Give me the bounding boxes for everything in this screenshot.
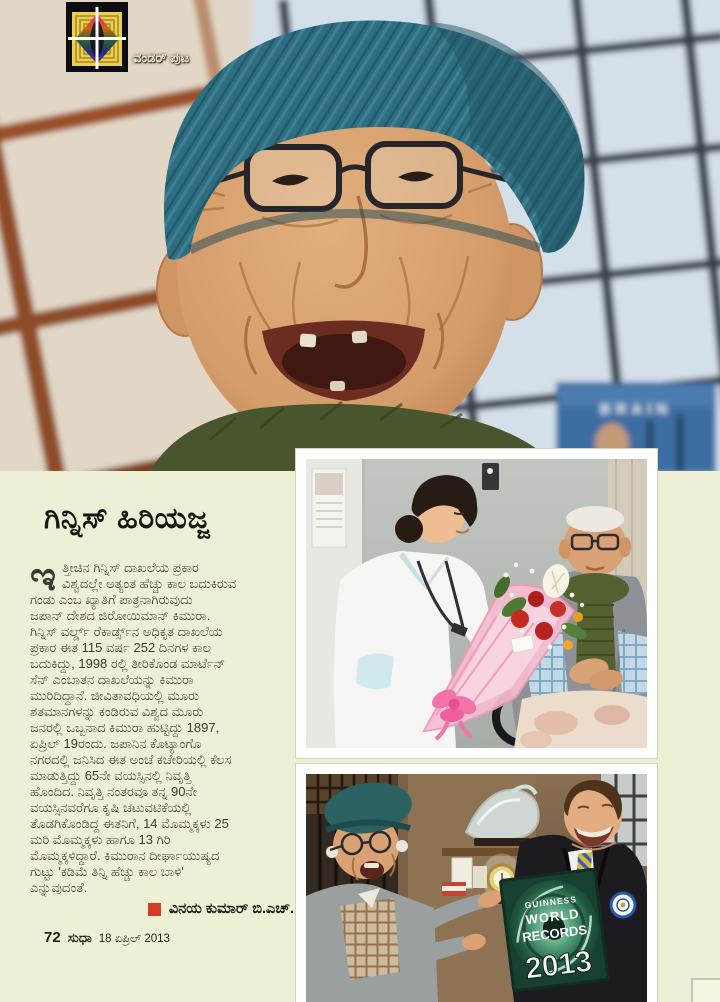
logo-label: ವಂಡರ್ ಪುಟ	[133, 50, 190, 65]
middle-photo-bouquet	[296, 449, 657, 758]
article-headline: ಗಿನ್ನಿಸ್ ಹಿರಿಯಜ್ಜ	[44, 502, 210, 535]
drop-cap: ಇ	[30, 555, 56, 599]
logo-emblem	[66, 2, 128, 72]
body-line: ಬದುಕಿದ್ದು, 1998 ರಲ್ಲಿ ತೀರಿಕೊಂಡ ಮಾರ್ಟೆನ್	[30, 656, 226, 671]
body-line: ಗಿನ್ನಿಸ್ ವರ್ಲ್ಡ್ ರೆಕಾರ್ಡ್ಸ್‌ನ ಅಧಿಕೃತ ದಾಖಲೆಯ	[30, 624, 223, 639]
magazine-logo	[66, 2, 128, 72]
byline-bullet-icon	[148, 903, 161, 916]
body-line: ವಿಶ್ವದಲ್ಲೇ ಅತ್ಯಂತ ಹೆಚ್ಚು ಕಾಲ ಬದುಕಿರುವ	[62, 576, 237, 591]
body-line: ವಯಸ್ಸಿನವರೆಗೂ ಕೃಷಿ ಚಟುವಟಿಕೆಯಲ್ಲಿ	[30, 800, 192, 815]
book-year: 2013	[523, 944, 594, 986]
issue-date: 18 ಏಪ್ರಿಲ್ 2013	[98, 933, 170, 945]
body-line: ಮುರಿದಿದ್ದಾನೆ. ಜೀವಿತಾವಧಿಯಲ್ಲಿ ಮೂರು	[30, 688, 200, 703]
wall-calendar	[312, 469, 346, 547]
intercom	[482, 463, 499, 490]
page-footer	[44, 929, 170, 946]
body-line: ಮರಿ ಮೊಮ್ಮಕ್ಕಳು ಹಾಗೂ 13 ಗಿರಿ	[30, 832, 171, 847]
book-title-records: RECORDS	[521, 922, 588, 945]
body-line: ಏಪ್ರಿಲ್ 19ರಂದು. ಜಪಾನಿನ ಕೊಟ್ಯಾಂಗೊ	[30, 736, 202, 751]
book-title-guinness: GUINNESS	[524, 894, 578, 911]
body-line: ಎನ್ನುವುದಂತೆ.	[30, 880, 88, 895]
byline-author: ವಿನಯ ಕುಮಾರ್ ಬಿ.ಎಚ್.	[168, 901, 294, 917]
book-title-world: WORLD	[524, 905, 581, 928]
body-line: ಗುಟ್ಟು 'ಕಡಿಮೆ ತಿನ್ನಿ ಹೆಚ್ಚು ಕಾಲ ಬಾಳಿ'	[30, 864, 184, 879]
magazine-name: ಸುಧಾ	[67, 930, 92, 945]
guinness-book	[499, 867, 610, 992]
corner-mark	[691, 978, 720, 1002]
body-line: ನಗರದಲ್ಲಿ ಜನಿಸಿದ ಈತ ಅಂಚೆ ಕಚೇರಿಯಲ್ಲಿ ಕೆಲಸ	[30, 752, 232, 767]
guinness-photo-illustration	[306, 774, 647, 1002]
page-number: 72	[44, 929, 61, 946]
body-line: ಪ್ರಕಾರ ಈತ 115 ವರ್ಷ 252 ದಿನಗಳ ಕಾಲ	[30, 640, 211, 655]
body-line: ಶತಮಾನಗಳನ್ನು ಕಂಡಿರುವ ವಿಶ್ವದ ಮೂರು	[30, 704, 204, 719]
body-line: ಮಾಡುತ್ತಿದ್ದು 65ನೇ ವಯಸ್ಸಿನಲ್ಲಿ ನಿವೃತ್ತಿ	[30, 768, 192, 783]
bottom-photo-guinness-book	[296, 764, 657, 1002]
guinness-badge	[611, 893, 635, 917]
body-line: ಹೊಂದಿದ. ನಿವೃತ್ತಿ ನಂತರವೂ ತನ್ನ 90ನೇ	[30, 784, 197, 799]
body-line: ಜಪಾನ್ ದೇಶದ ಜಿರೋಯಿಮಾನ್ ಕಿಮುರಾ.	[30, 608, 211, 623]
article-body	[30, 555, 294, 917]
body-line: ಮೊಮ್ಮಕ್ಕಳಿದ್ದಾರೆ. ಕಿಮುರಾನ ದೀರ್ಘಾಯುಷ್ಯದ	[30, 848, 220, 863]
body-line: ಜನರಲ್ಲಿ ಒಬ್ಬನಾದ ಕಿಮುರಾ ಹುಟ್ಟಿದ್ದು 1897,	[30, 720, 220, 735]
body-line: ತೊಡಗಿಕೊಂಡಿದ್ದ ಈತನಿಗೆ, 14 ಮೊಮ್ಮಕ್ಕಳು 25	[30, 816, 229, 831]
body-line: ಸೆನ್ ಎಂಬಾತನ ದಾಖಲೆಯನ್ನು ಕಿಮುರಾ	[30, 672, 194, 687]
bouquet-photo-illustration	[306, 459, 647, 748]
poster-text: BRAIN	[599, 401, 673, 418]
byline	[30, 901, 294, 917]
body-line: ಗಂಡು ಎಂಬ ಖ್ಯಾತಿಗೆ ಪಾತ್ರನಾಗಿರುವುದು	[30, 592, 193, 607]
body-line: ತ್ತೀಚಿನ ಗಿನ್ನಿಸ್ ದಾಖಲೆಯ ಪ್ರಕಾರ	[62, 560, 199, 575]
